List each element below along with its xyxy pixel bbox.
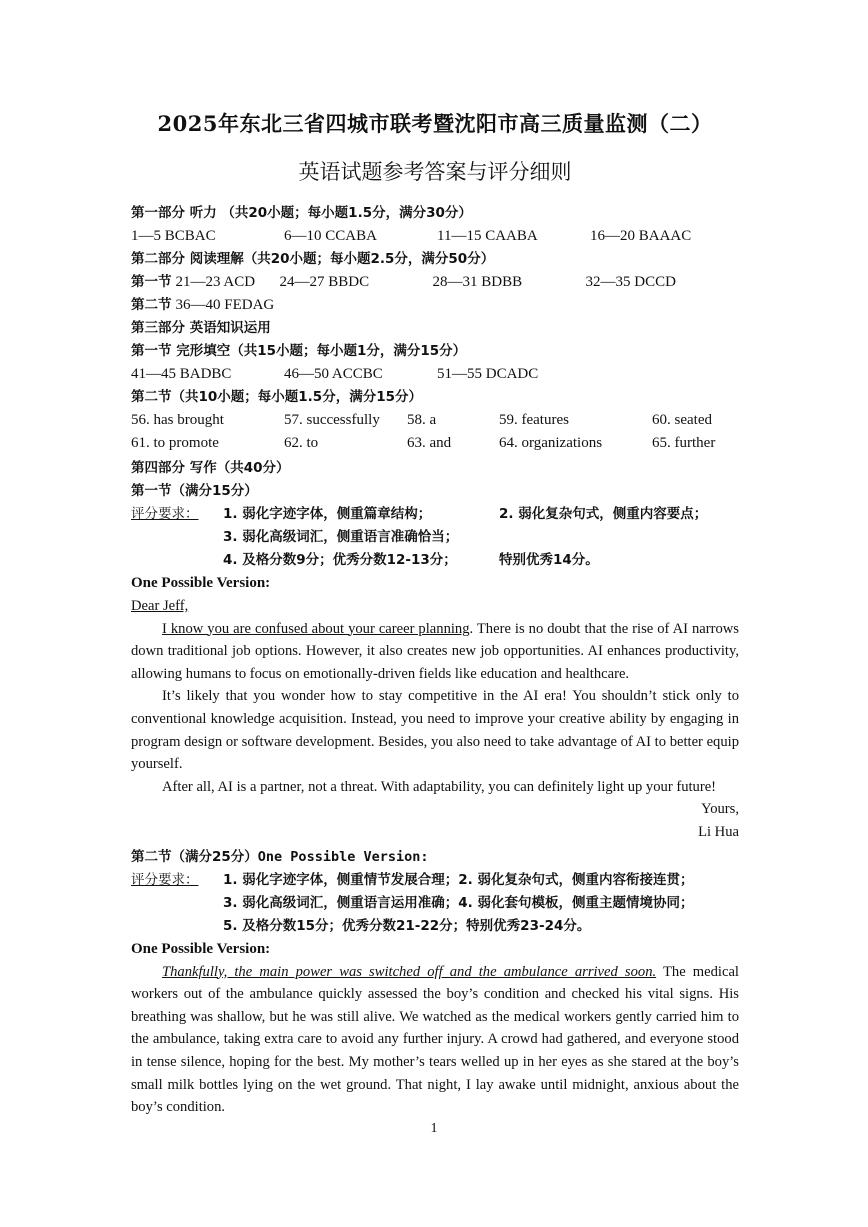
- letter-closing: Yours,: [701, 801, 739, 818]
- part3-section2-row1: [131, 409, 739, 432]
- answer-item: 65. further: [652, 435, 716, 451]
- answer-item: 62. to: [284, 435, 319, 451]
- part4-section2-heading: 第二节（满分25分）: [131, 848, 258, 865]
- part3-section2-row2: [131, 432, 739, 455]
- part1-answers: [131, 225, 739, 248]
- answer-group: 16—20 BAAAC: [590, 228, 692, 244]
- answer-item: 60. seated: [652, 412, 712, 428]
- answer-item: 63. and: [407, 435, 452, 451]
- letter-signature: Li Hua: [698, 823, 739, 840]
- section-label: 第二节: [131, 297, 172, 313]
- answer-group: 21—23 ACD: [175, 274, 256, 290]
- page-number: 1: [430, 1121, 438, 1136]
- story-text: The medical workers out of the ambulance quickly assessed the boy’s condition and checked his vital signs. His breathing was shallow, but he was still alive. We watched as the medical workers gently carried him to the ambulance, taking extra care to avoid any further injury. A crowd had gathered, and everyone stood in tense silence, hoping for the best. My mother’s tears welled up in her eyes as she stared at the boy’s small milk bottles lying on the wet ground. That night, I lay awake until midnight, anxious about the boy’s condition.: [131, 963, 739, 1116]
- answer-group: 36—40 FEDAG: [175, 297, 275, 313]
- section1-requirements: [131, 503, 739, 572]
- answer-item: 56. has brought: [131, 412, 224, 428]
- answer-group: 46—50 ACCBC: [284, 366, 383, 382]
- part2-section1-answers: [131, 271, 739, 294]
- part3-section1-heading: 第一节 完形填空（共15小题；每小题1分，满分15分）: [131, 343, 467, 359]
- answer-item: 61. to promote: [131, 435, 219, 451]
- underlined-opening: I know you are confused about your career planning: [162, 620, 470, 637]
- part3-section1-answers: [131, 363, 739, 386]
- possible-version-label: One Possible Version:: [131, 940, 271, 957]
- part3-section2-heading: 第二节（共10小题；每小题1.5分，满分15分）: [131, 389, 422, 405]
- story-paragraph: [131, 961, 739, 1119]
- requirement-item: 5. 及格分数15分；优秀分数21-22分；特别优秀23-24分。: [223, 917, 591, 934]
- possible-version-label: One Possible Version:: [131, 575, 271, 591]
- requirements-label: 评分要求：: [131, 506, 199, 522]
- answer-item: 58. a: [407, 412, 437, 428]
- requirement-item: 3. 弱化高级词汇，侧重语言运用准确；4. 弱化套句模板，侧重主题情境协同；: [223, 894, 694, 911]
- part4-section1-heading: 第一节（满分15分）: [131, 483, 258, 499]
- letter-paragraph: After all, AI is a partner, not a threat. With adaptability, you can definitely light up your future!: [162, 778, 717, 795]
- section-label: 第一节: [131, 274, 172, 290]
- requirement-item: 1. 弱化字迹字体，侧重情节发展合理；2. 弱化复杂句式，侧重内容衔接连贯；: [223, 871, 694, 888]
- requirement-item: 1. 弱化字迹字体，侧重篇章结构；: [223, 506, 432, 522]
- part1-heading: 第一部分 听力 （共20小题；每小题1.5分，满分30分）: [131, 205, 472, 221]
- answer-key-title: 英语试题参考答案与评分细则: [298, 160, 572, 184]
- section2-requirements: [131, 869, 739, 938]
- document-page: [131, 110, 739, 1119]
- part4-section2-header: [131, 846, 739, 869]
- exam-title: 2025年东北三省四城市联考暨沈阳市高三质量监测（二）: [157, 111, 713, 136]
- section2-version-label: One Possible Version:: [257, 848, 429, 865]
- requirement-item: 2. 弱化复杂句式，侧重内容要点；: [499, 506, 708, 522]
- answer-group: 6—10 CCABA: [284, 228, 377, 244]
- part3-heading: 第三部分 英语知识运用: [131, 320, 271, 336]
- answer-group: 24—27 BBDC: [279, 274, 370, 290]
- requirements-label: 评分要求：: [131, 871, 199, 888]
- answer-item: 59. features: [499, 412, 569, 428]
- letter-salutation: Dear Jeff,: [131, 598, 189, 614]
- answer-group: 11—15 CAABA: [437, 228, 538, 244]
- part2-section2-answers: [131, 294, 739, 317]
- part2-heading: 第二部分 阅读理解（共20小题；每小题2.5分，满分50分）: [131, 251, 495, 267]
- part4-heading: 第四部分 写作（共40分）: [131, 460, 290, 476]
- requirement-item: 4. 及格分数9分；优秀分数12-13分；: [223, 552, 457, 568]
- story-lead-sentence: Thankfully, the main power was switched off and the ambulance arrived soon.: [162, 963, 657, 980]
- letter-paragraph: [131, 618, 739, 686]
- answer-group: 28—31 BDBB: [432, 274, 523, 290]
- answer-group: 32—35 DCCD: [585, 274, 676, 290]
- answer-item: 57. successfully: [284, 412, 380, 428]
- requirement-item: 特别优秀14分。: [499, 552, 599, 568]
- answer-item: 64. organizations: [499, 435, 603, 451]
- requirement-item: 3. 弱化高级词汇，侧重语言准确恰当；: [223, 529, 459, 545]
- answer-group: 51—55 DCADC: [437, 366, 539, 382]
- letter-paragraph: It’s likely that you wonder how to stay competitive in the AI era! You shouldn’t stick only to conventional knowledge acquisition. Instead, you need to improve your creative ability by engaging in program design or software development. Besides, you also need to take advantage of AI to better equip yourself.: [131, 688, 739, 773]
- answer-group: 41—45 BADBC: [131, 366, 232, 382]
- paragraph-text: . There is no doubt that the rise of AI narrows down traditional job options. However, it also creates new job opportunities. AI enhances productivity, allowing humans to focus on emotionally-driven fields like education and healthcare.: [131, 620, 739, 682]
- answer-group: 1—5 BCBAC: [131, 228, 216, 244]
